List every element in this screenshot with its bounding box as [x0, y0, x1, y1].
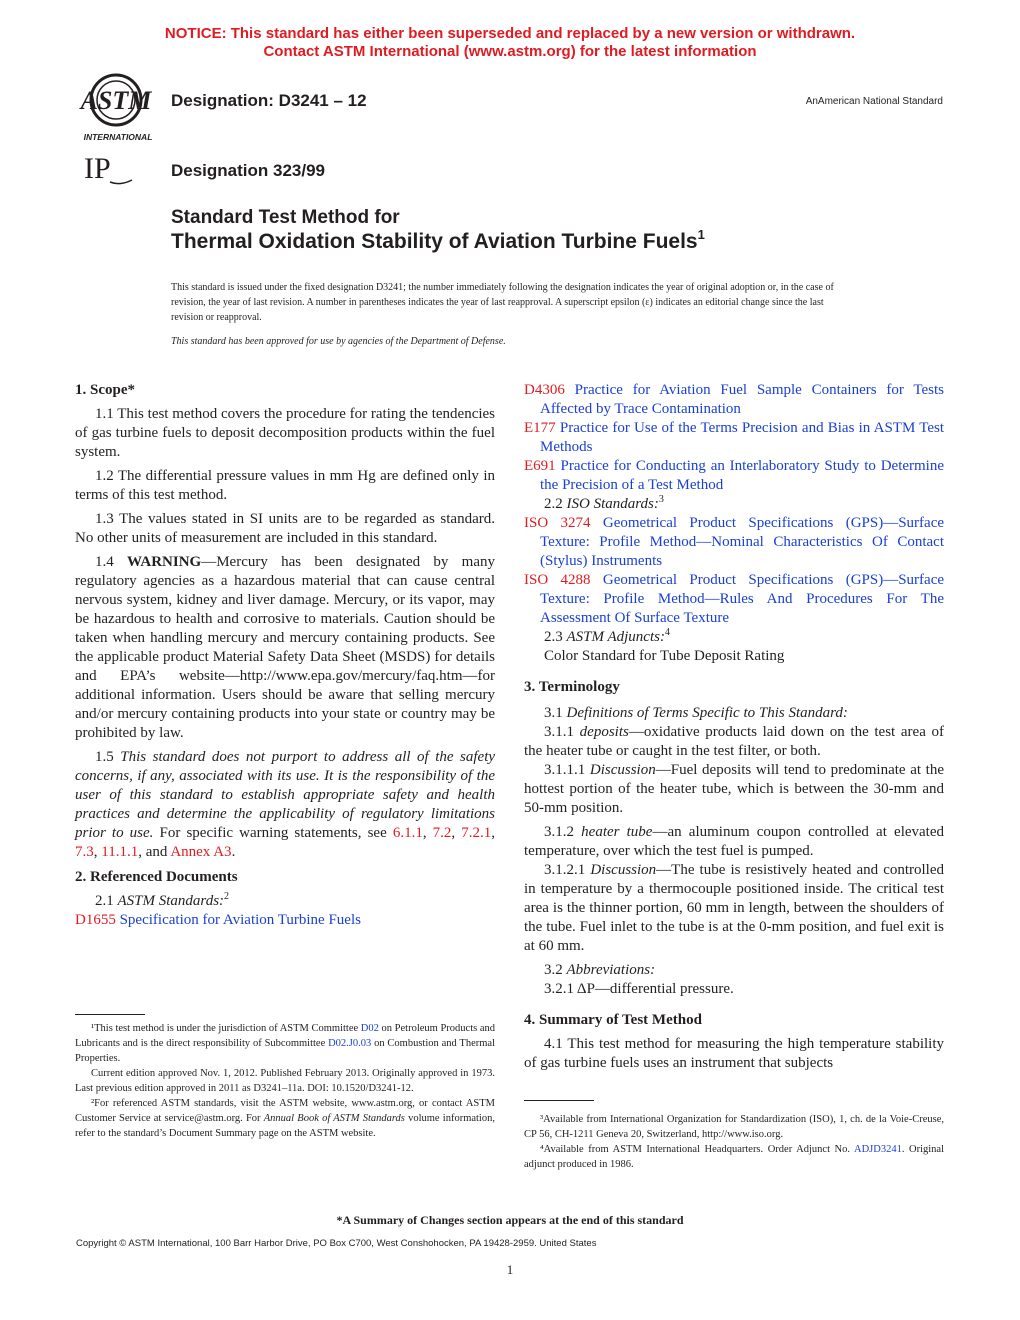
ref-e177-title[interactable]: Practice for Use of the Terms Precision and Bias in ASTM Test Methods	[540, 420, 944, 455]
section-number: 2.2	[544, 496, 567, 512]
section-3-1-2-1	[524, 861, 944, 956]
footnote-text: ¹This test method is under the jurisdiction of ASTM Committee	[91, 1023, 361, 1034]
logo-text: ASTM	[80, 86, 152, 115]
section-3-1-1-1	[524, 761, 944, 818]
link-11-1-1[interactable]: 11.1.1	[101, 844, 139, 860]
title-line-2	[171, 227, 705, 254]
link-7-2[interactable]: 7.2	[432, 825, 452, 841]
footnote-text: . Original adjunct produced in 1986.	[524, 1144, 944, 1170]
ref-e691-title[interactable]: Practice for Conducting an Interlaboratory Study to Determine the Precision of a Test Method	[540, 458, 945, 493]
section-3-1-1	[524, 723, 944, 761]
section-1-2: 1.2 The differential pressure values in mm Hg are defined only in terms of this test method.	[75, 468, 495, 503]
safety-caveat: This standard does not purport to address all of the safety concerns, if any, associated with its use. It is the responsibility of the user of this standard to establish appropriate safety and health practices and determine the applicability of regulatory limitations prior to use.	[75, 749, 496, 841]
warning-text: —Mercury has been designated by many regulatory agencies as a hazardous material that can cause central nervous system, kidney and liver damage. Mercury, or its vapor, may be hazardous to health and corrosive to materials. Caution should be taken when handling mercury and mercury containing products. See the applicable product Material Safety Data Sheet (MSDS) for details and EPA’s website—http://www.epa.gov/mercury/faq.htm—for additional information. Users should be aware that selling mercury and/or mercury containing products into your state or country may be prohibited by law.	[75, 554, 495, 741]
notice-line-2: Contact ASTM International (www.astm.org) for the latest information	[263, 43, 757, 60]
ip-logo	[80, 150, 140, 186]
footnote-1	[75, 1021, 495, 1066]
section-number: 3.1	[544, 705, 567, 721]
footnote-separator-left	[75, 1014, 145, 1015]
ref-iso-3274-code[interactable]: ISO 3274	[524, 515, 591, 531]
section-number: 2.1	[95, 893, 118, 909]
footnotes-left	[75, 1021, 495, 1141]
astm-logo	[74, 72, 162, 144]
scope-heading: 1. Scope*	[75, 382, 135, 398]
ref-d1655-code[interactable]: D1655	[75, 912, 116, 928]
referenced-documents-heading: 2. Referenced Documents	[75, 869, 238, 885]
ref-iso-4288-title[interactable]: Geometrical Product Specifications (GPS)—Surface Texture: Profile Method—Rules And Procedures For The Assessment Of Surface Texture	[540, 572, 945, 626]
title-line-1: Standard Test Method for	[171, 207, 400, 228]
ref-e177	[524, 419, 944, 457]
abbreviations-label: Abbreviations:	[566, 962, 656, 978]
notice-line-1: NOTICE: This standard has either been superseded and replaced by a new version or withdrawn.	[164, 25, 856, 42]
footnote-text: ⁴Available from ASTM International Headquarters. Order Adjunct No.	[540, 1144, 854, 1155]
footnote-ref-3: 3	[658, 494, 664, 505]
section-3-2	[524, 961, 944, 980]
ref-e177-code[interactable]: E177	[524, 420, 556, 436]
warning-label: WARNING	[127, 554, 202, 570]
ref-d4306-code[interactable]: D4306	[524, 382, 565, 398]
astm-logo-mark	[74, 72, 162, 144]
designation: Designation: D3241 – 12	[171, 91, 367, 110]
footnotes-right	[524, 1112, 944, 1172]
ref-e691-code[interactable]: E691	[524, 458, 556, 474]
footnote-separator-right	[524, 1100, 594, 1101]
ref-d1655	[75, 911, 495, 930]
section-number: 2.3	[544, 629, 567, 645]
section-3-2-1: 3.2.1 ΔP—differential pressure.	[544, 981, 734, 997]
link-7-3[interactable]: 7.3	[75, 844, 94, 860]
american-national-standard: AnAmerican National Standard	[805, 96, 943, 107]
section-1-5: 1.5 This standard does not purport to address all of the safety concerns, if any, associated with its use. It is the responsibility of the user of this standard to establish appropriate safety and health practices and determine the applicability of regulatory limitations prior to use. For specific warning statements, see 6.1.1, 7.2, 7.2.1, 7.3, 11.1.1, and Annex A3.	[75, 749, 496, 860]
title-text: Thermal Oxidation Stability of Aviation Turbine Fuels	[171, 230, 698, 253]
term-heater-tube: heater tube	[581, 824, 653, 840]
section-3-1-2	[524, 823, 944, 861]
title-footnote-ref: 1	[697, 227, 705, 242]
annual-book-title: Annual Book of ASTM Standards	[263, 1113, 405, 1124]
footnote-text: volume information, refer to the standard’s Document Summary page on the ASTM website.	[75, 1113, 495, 1139]
link-6-1-1[interactable]: 6.1.1	[392, 825, 423, 841]
section-number: 1.5	[95, 749, 121, 765]
definition-text: —oxidative products laid down on the test area of the heater tube or caught in the test filter, or both.	[524, 724, 944, 759]
link-d02[interactable]: D02	[360, 1023, 379, 1034]
ref-e691	[524, 457, 944, 495]
iso-standards-label: ISO Standards:	[566, 496, 659, 512]
ref-iso-4288	[524, 571, 944, 628]
section-number: 3.1.2	[544, 824, 582, 840]
page-number: 1	[506, 1262, 514, 1277]
section-number: 3.1.1.1	[544, 762, 590, 778]
summary-of-changes-note: *A Summary of Changes section appears at the end of this standard	[336, 1213, 684, 1227]
section-number: 3.1.2.1	[544, 862, 591, 878]
term-deposits: deposits	[579, 724, 629, 740]
right-column	[524, 381, 944, 1073]
link-7-2-1[interactable]: 7.2.1	[461, 825, 492, 841]
link-annex-a3[interactable]: Annex A3	[170, 844, 232, 860]
ref-d1655-title[interactable]: Specification for Aviation Turbine Fuels	[119, 912, 361, 928]
footnote-text: ²For referenced ASTM standards, visit the ASTM website, www.astm.org, or contact ASTM Customer Service at service@astm.org. For	[75, 1098, 495, 1124]
ip-designation: Designation 323/99	[171, 161, 326, 180]
discussion-label: Discussion	[590, 862, 657, 878]
section-3-1	[524, 704, 944, 723]
section-number: 1.4	[95, 554, 128, 570]
issued-statement: This standard is issued under the fixed designation D3241; the number immediately following the designation indicates the year of original adoption or, in the case of revision, the year of last revision. A number in parentheses indicates the year of last reapproval. A superscript epsilon (ε) indicates an editorial change since the last revision or reapproval.	[171, 282, 834, 323]
discussion-text: —Fuel deposits will tend to predominate at the hottest portion of the heater tube, which is between the 30-mm and 50-mm position.	[524, 762, 944, 816]
section-2-1	[75, 892, 495, 911]
footnote-text: on Combustion and Thermal Properties.	[75, 1038, 495, 1064]
astm-adjuncts-label: ASTM Adjuncts:	[566, 629, 665, 645]
link-adjd3241[interactable]: ADJD3241	[853, 1144, 902, 1155]
summary-heading: 4. Summary of Test Method	[524, 1012, 702, 1028]
section-number: 3.2	[544, 962, 567, 978]
footnote-ref-2: 2	[224, 891, 230, 902]
ref-d4306	[524, 381, 944, 419]
footnote-3: ³Available from International Organization for Standardization (ISO), 1, ch. de la Voie-Creuse, CP 56, CH-1211 Geneva 20, Switzerland, http://www.iso.org.	[524, 1114, 944, 1140]
section-4-1: 4.1 This test method for measuring the high temperature stability of gas turbine fuels uses an instrument that subjects	[524, 1036, 944, 1071]
approved-statement: This standard has been approved for use by agencies of the Department of Defense.	[171, 336, 506, 347]
ip-logo-mark	[80, 150, 140, 186]
warning-pointer-text: For specific warning statements, see	[153, 825, 393, 841]
logo-subtext: INTERNATIONAL	[83, 132, 153, 142]
ref-iso-3274-title[interactable]: Geometrical Product Specifications (GPS)—Surface Texture: Profile Method—Nominal Characteristics Of Contact (Stylus) Instruments	[540, 515, 945, 569]
ref-iso-4288-code[interactable]: ISO 4288	[524, 572, 591, 588]
section-1-4	[75, 553, 495, 743]
definition-text: —an aluminum coupon controlled at elevated temperature, over which the test fuel is pumped.	[524, 824, 944, 859]
footnote-2	[75, 1096, 495, 1141]
footnote-text: on Petroleum Products and Lubricants and is the direct responsibility of Subcommittee	[75, 1023, 495, 1049]
adjunct-color-standard: Color Standard for Tube Deposit Rating	[544, 648, 785, 664]
ref-d4306-title[interactable]: Practice for Aviation Fuel Sample Containers for Tests Affected by Trace Contamination	[540, 382, 945, 417]
discussion-label: Discussion	[589, 762, 656, 778]
terminology-heading: 3. Terminology	[524, 679, 620, 695]
ref-iso-3274	[524, 514, 944, 571]
footnote-1-edition: Current edition approved Nov. 1, 2012. Published February 2013. Originally approved in 1973. Last previous edition approved in 2011 as D3241–11a. DOI: 10.1520/D3241-12.	[75, 1068, 495, 1094]
section-2-3	[524, 628, 944, 647]
withdrawn-notice	[0, 25, 1020, 61]
copyright: Copyright © ASTM International, 100 Barr Harbor Drive, PO Box C700, West Conshohocken, PA 19428-2959. United States	[76, 1238, 597, 1249]
definitions-label: Definitions of Terms Specific to This Standard:	[566, 705, 848, 721]
and-text: and	[145, 844, 168, 860]
footnote-4	[524, 1142, 944, 1172]
left-column	[75, 381, 495, 930]
section-2-2	[524, 495, 944, 514]
link-d02-j0-03[interactable]: D02.J0.03	[328, 1038, 372, 1049]
section-number: 3.1.1	[544, 724, 580, 740]
discussion-text: —The tube is resistively heated and controlled in temperature by a thermocouple positioned inside. The critical test area is the thinner portion, 60 mm in length, between the shoulders of the tube. Fuel inlet to the tube is at the 0-mm position, and fuel exit is at 60 mm.	[524, 862, 945, 954]
section-1-3: 1.3 The values stated in SI units are to be regarded as standard. No other units of measurement are included in this standard.	[75, 511, 495, 546]
ip-logo-text: IP	[84, 152, 111, 185]
section-1-1: 1.1 This test method covers the procedure for rating the tendencies of gas turbine fuels to deposit decomposition products within the fuel system.	[75, 406, 496, 460]
footnote-ref-4: 4	[664, 627, 670, 638]
astm-standards-label: ASTM Standards:	[117, 893, 225, 909]
